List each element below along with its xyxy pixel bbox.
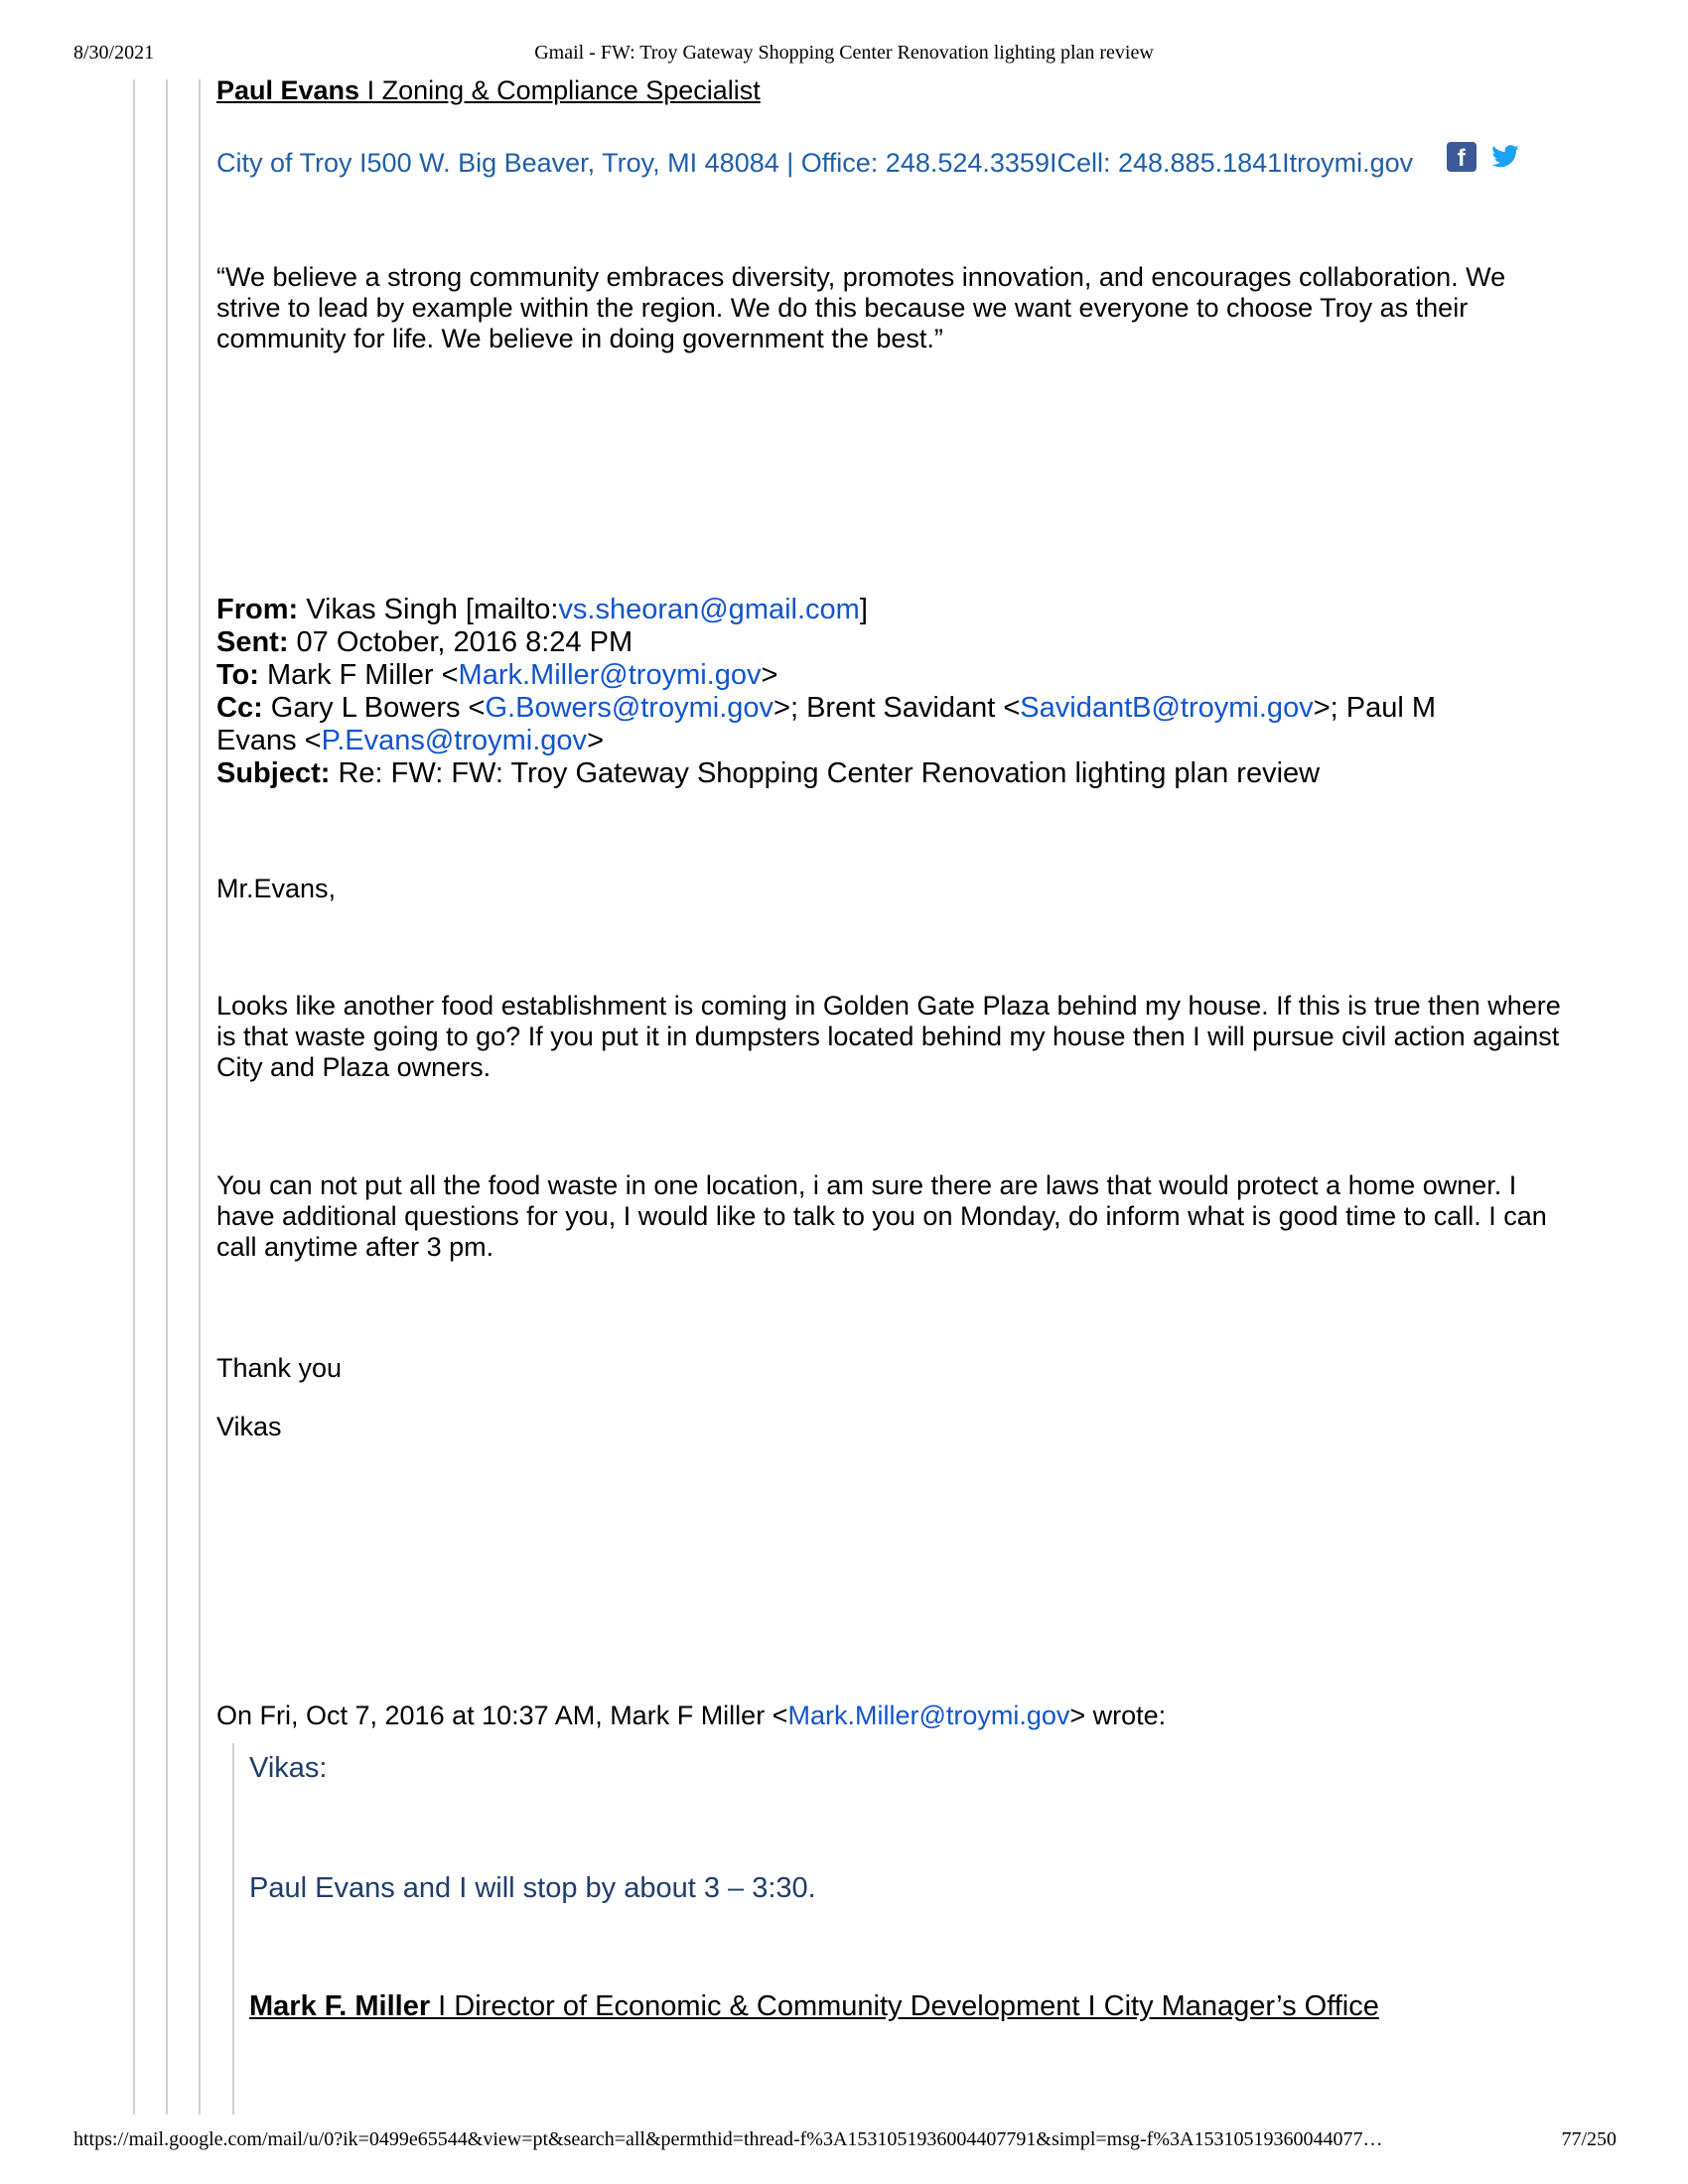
from-line: From: Vikas Singh [mailto:vs.sheoran@gmail.com] — [216, 594, 868, 625]
closing: Thank you — [216, 1353, 343, 1383]
salutation: Mr.Evans, — [216, 874, 337, 903]
evans-name: Paul Evans — [216, 75, 360, 105]
para1-line-1: Looks like another food establishment is coming in Golden Gate Plaza behind my house. If this is true then where — [216, 991, 1561, 1021]
quote-attribution: On Fri, Oct 7, 2016 at 10:37 AM, Mark F Miller <Mark.Miller@troymi.gov> wrote: — [216, 1701, 1167, 1730]
para1-line-3: City and Plaza owners. — [216, 1052, 492, 1082]
mission-line-2: strive to lead by example within the region. We do this because we want everyone to choose Troy as their — [216, 293, 1469, 323]
quote-line-2 — [166, 79, 168, 2115]
print-title: Gmail - FW: Troy Gateway Shopping Center Renovation lighting plan review — [534, 42, 1154, 64]
print-url: https://mail.google.com/mail/u/0?ik=0499e65544&view=pt&search=all&permthid=thread-f%3A1531051936004407791&simpl=msg-f%3A15310519360044077… — [73, 2128, 1383, 2150]
to-line: To: Mark F Miller <Mark.Miller@troymi.gov> — [216, 659, 778, 691]
evans-signature-name-line — [216, 73, 761, 107]
para2-line-3: call anytime after 3 pm. — [216, 1232, 494, 1262]
miller-signature — [249, 1989, 1379, 2023]
miller-title: I Director of Economic & Community Development I City Manager’s Office — [430, 1990, 1379, 2022]
attribution-email-link[interactable]: Mark.Miller@troymi.gov — [787, 1701, 1070, 1730]
mission-statement — [216, 262, 1505, 354]
quoted-greeting: Vikas: — [249, 1752, 328, 1784]
miller-name: Mark F. Miller — [249, 1990, 431, 2022]
cc-email-evans-link[interactable]: P.Evans@troymi.gov — [321, 725, 588, 756]
cc-line-continued: Evans <P.Evans@troymi.gov> — [216, 725, 604, 756]
mission-line-1: “We believe a strong community embraces diversity, promotes innovation, and encourages collaboration. We — [216, 262, 1506, 292]
facebook-icon[interactable]: f — [1447, 142, 1477, 172]
para2-line-1: You can not put all the food waste in one location, i am sure there are laws that would protect a home owner. I — [216, 1170, 1517, 1200]
to-email-link[interactable]: Mark.Miller@troymi.gov — [458, 659, 762, 691]
body-paragraph-2 — [216, 1170, 1547, 1263]
print-page-number: 77/250 — [1561, 2128, 1617, 2150]
email-header — [216, 594, 1436, 790]
evans-contact: City of Troy I500 W. Big Beaver, Troy, MI 48084 | Office: 248.524.3359ICell: 248.885.1841Itroymi.gov — [216, 148, 1414, 178]
quote-line-4 — [232, 1743, 234, 2115]
cc-line: Cc: Gary L Bowers <G.Bowers@troymi.gov>; Brent Savidant <SavidantB@troymi.gov>; Paul M — [216, 692, 1437, 724]
cc-email-bowers-link[interactable]: G.Bowers@troymi.gov — [485, 692, 774, 724]
quote-line-1 — [133, 79, 135, 2115]
evans-contact-line — [216, 146, 1520, 180]
para1-line-2: is that waste going to go? If you put it in dumpsters located behind my house then I will pursue civil action against — [216, 1022, 1560, 1051]
from-email-link[interactable]: vs.sheoran@gmail.com — [558, 594, 860, 625]
quote-line-3 — [199, 79, 201, 2115]
cc-email-savidant-link[interactable]: SavidantB@troymi.gov — [1020, 692, 1314, 724]
subject-line: Subject: Re: FW: FW: Troy Gateway Shopping Center Renovation lighting plan review — [216, 757, 1321, 789]
sent-line: Sent: 07 October, 2016 8:24 PM — [216, 626, 633, 658]
print-date: 8/30/2021 — [73, 42, 155, 64]
body-paragraph-1 — [216, 991, 1561, 1083]
quoted-message-text: Paul Evans and I will stop by about 3 – 3:30. — [249, 1872, 816, 1904]
signoff: Vikas — [216, 1412, 282, 1441]
para2-line-2: have additional questions for you, I would like to talk to you on Monday, do inform what is good time to call. I can — [216, 1201, 1547, 1231]
twitter-icon[interactable] — [1490, 142, 1520, 172]
mission-line-3: community for life. We believe in doing government the best.” — [216, 324, 943, 353]
evans-title: I Zoning & Compliance Specialist — [359, 75, 761, 105]
